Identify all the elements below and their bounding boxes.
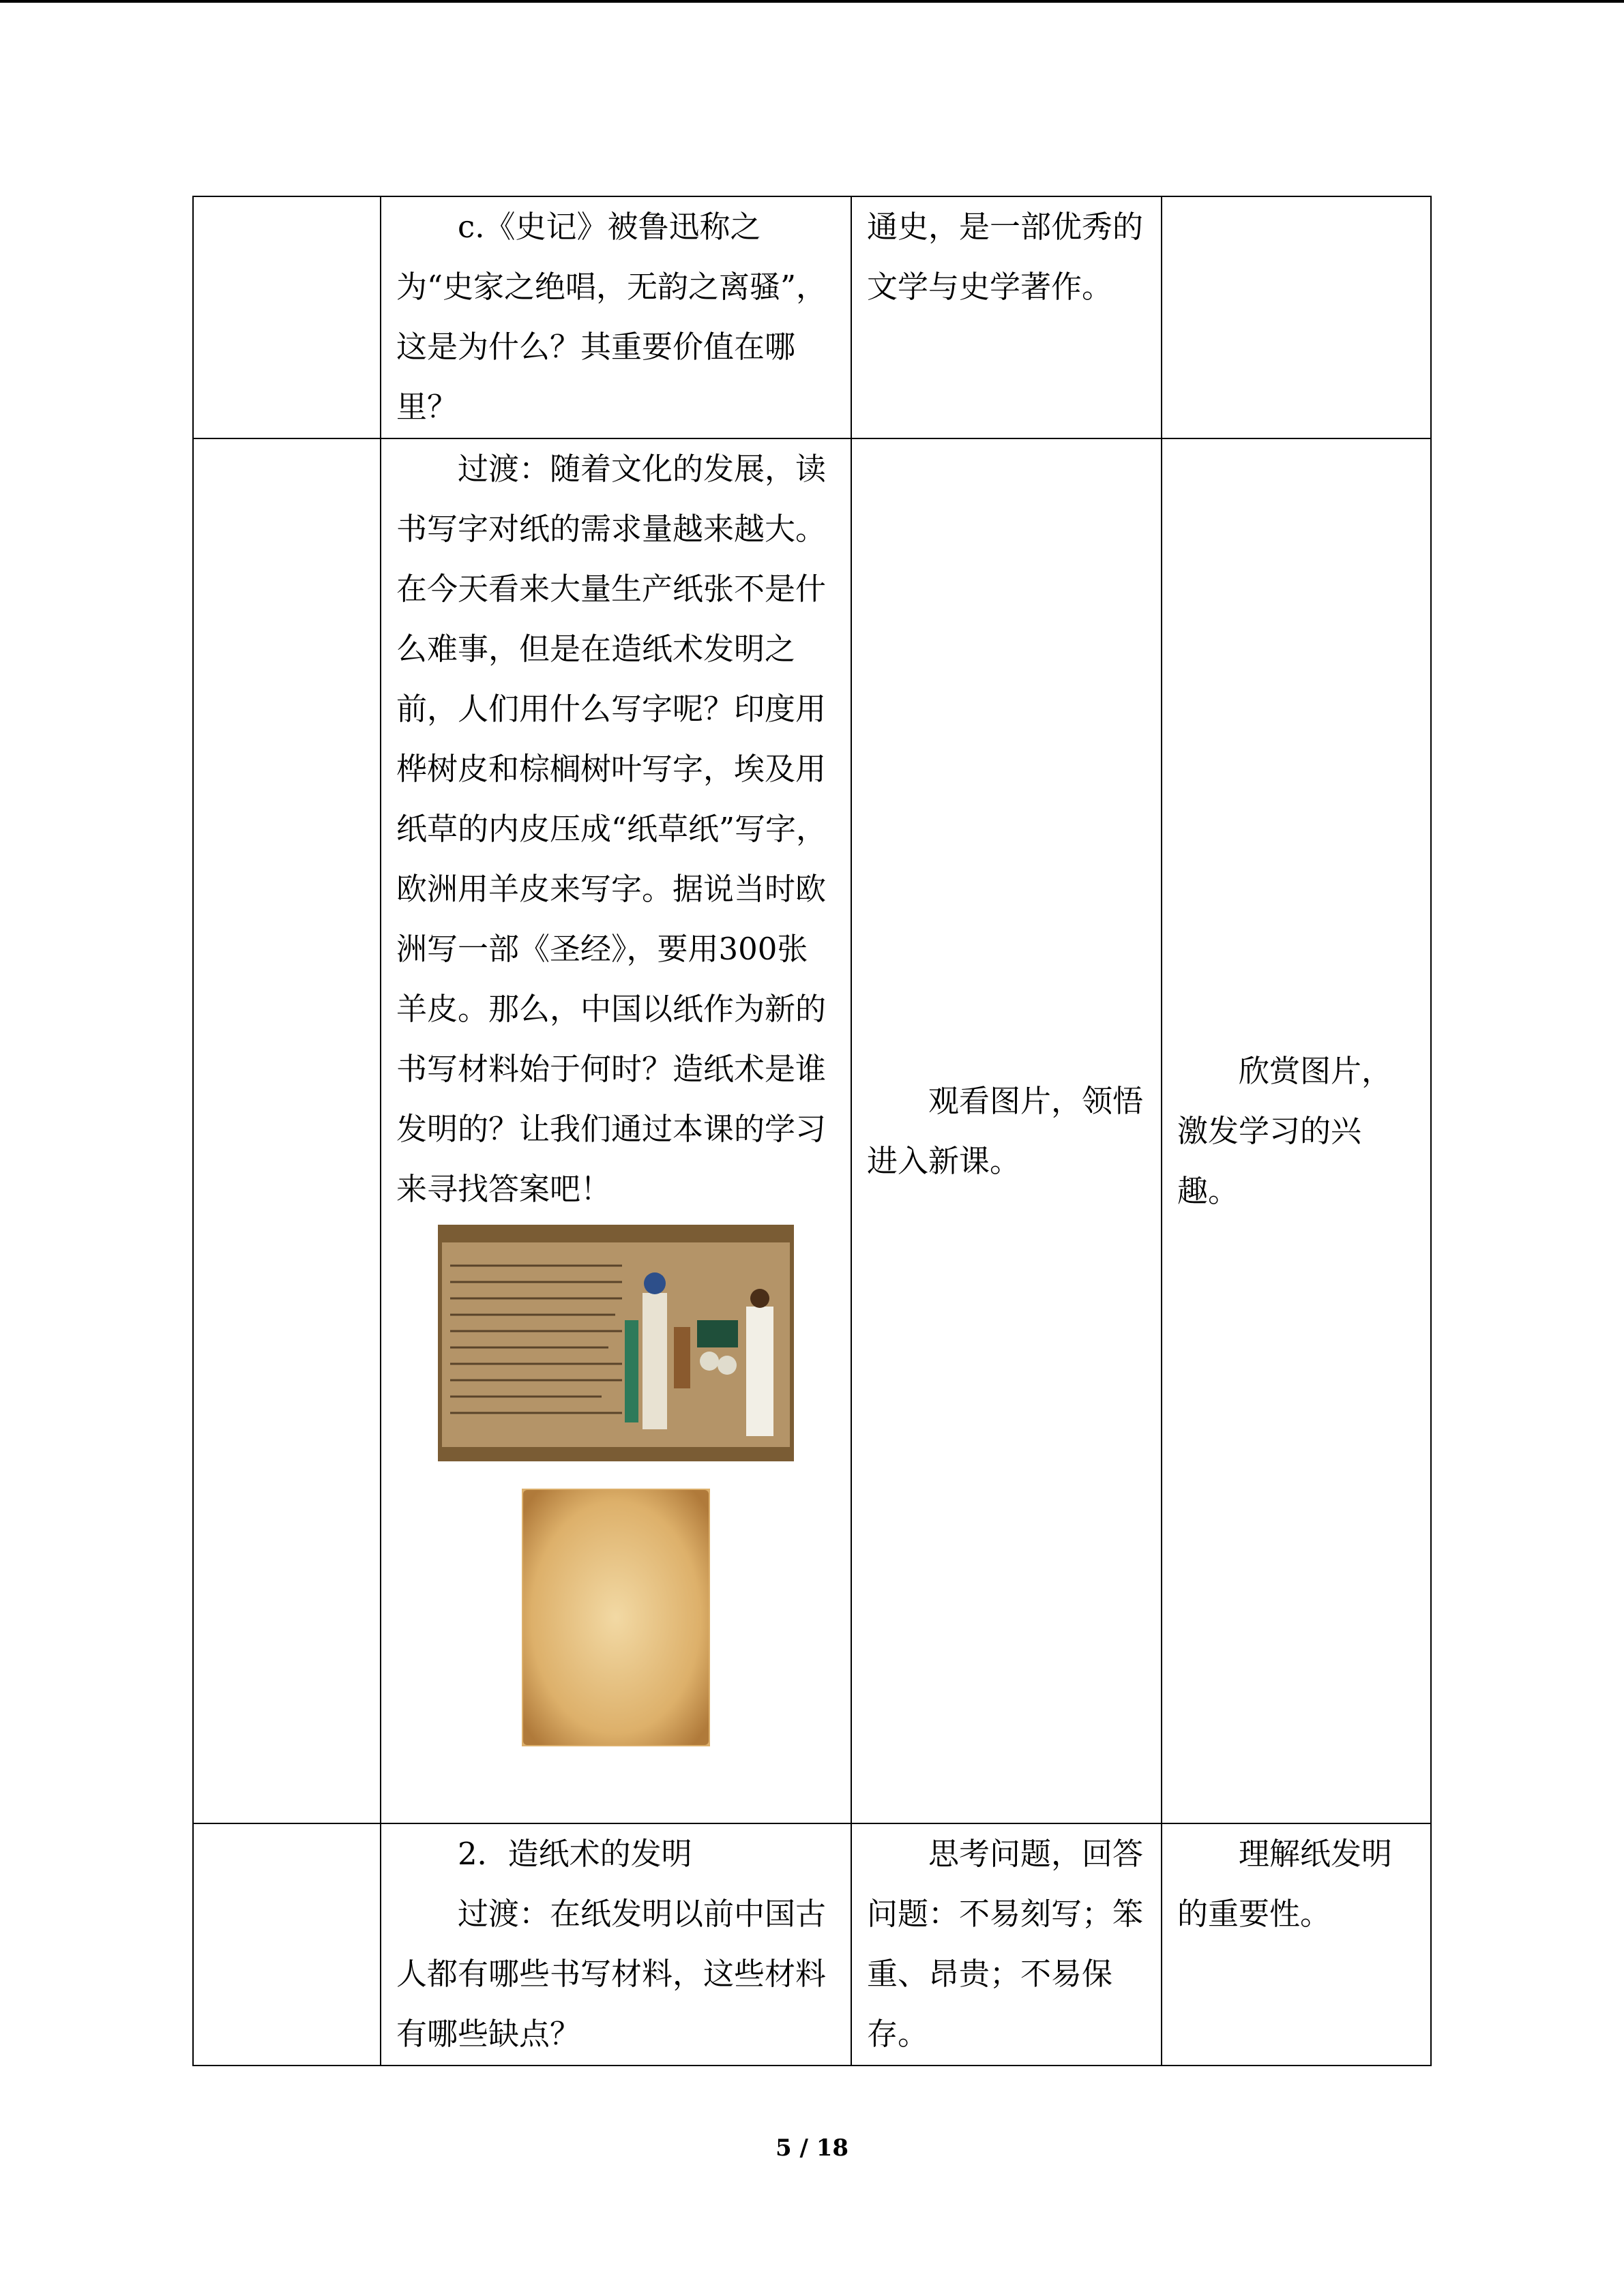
design-intent-cell (1162, 1823, 1431, 2066)
teacher-activity-cell (381, 438, 851, 1823)
teacher-activity-cell (381, 196, 851, 438)
teacher-activity-text: 过渡：在纸发明以前中国古人都有哪些书写材料，这些材料有哪些缺点？ (396, 1896, 827, 2052)
parchment-image (522, 1489, 710, 1746)
illustration-group (396, 1225, 836, 1746)
table-row (193, 196, 1431, 438)
section-cell (193, 1823, 381, 2066)
student-activity-text: 观看图片，领悟进入新课。 (867, 1082, 1144, 1179)
student-activity-text: 思考问题，回答问题：不易刻写；笨重、昂贵；不易保存。 (867, 1836, 1144, 2052)
section-heading: 2．造纸术的发明 (458, 1836, 692, 1872)
student-activity-cell (851, 196, 1162, 438)
student-activity-cell (851, 1823, 1162, 2066)
teacher-activity-text: 过渡：随着文化的发展，读书写字对纸的需求量越来越大。在今天看来大量生产纸张不是什么难事，但是在造纸术发明之前，人们用什么写字呢？印度用桦树皮和棕榈树叶写字，埃及用纸草的内皮压成“纸草纸”写字，欧洲用羊皮来写字。据说当时欧洲写一部《圣经》，要用300张羊皮。那么，中国以纸作为新的书写材料始于何时？造纸术是谁发明的？让我们通过本课的学习来寻找答案吧！ (396, 451, 827, 1207)
top-border (0, 0, 1624, 3)
papyrus-image (438, 1225, 794, 1461)
design-intent-text: 理解纸发明的重要性。 (1177, 1836, 1393, 1932)
section-cell (193, 438, 381, 1823)
design-intent-cell (1162, 196, 1431, 438)
student-activity-cell (851, 438, 1162, 1823)
student-activity-text: 通史，是一部优秀的文学与史学著作。 (867, 209, 1144, 305)
lesson-plan-table (192, 196, 1432, 2066)
page-number: 5 / 18 (775, 2134, 849, 2162)
design-intent-cell (1162, 438, 1431, 1823)
table-row (193, 1823, 1431, 2066)
design-intent-text: 欣赏图片，激发学习的兴趣。 (1177, 1052, 1393, 1209)
teacher-activity-text: c.《史记》被鲁迅称之为“史家之绝唱，无韵之离骚”，这是为什么？其重要价值在哪里？ (396, 209, 827, 425)
table-row (193, 438, 1431, 1823)
teacher-activity-cell (381, 1823, 851, 2066)
section-cell (193, 196, 381, 438)
